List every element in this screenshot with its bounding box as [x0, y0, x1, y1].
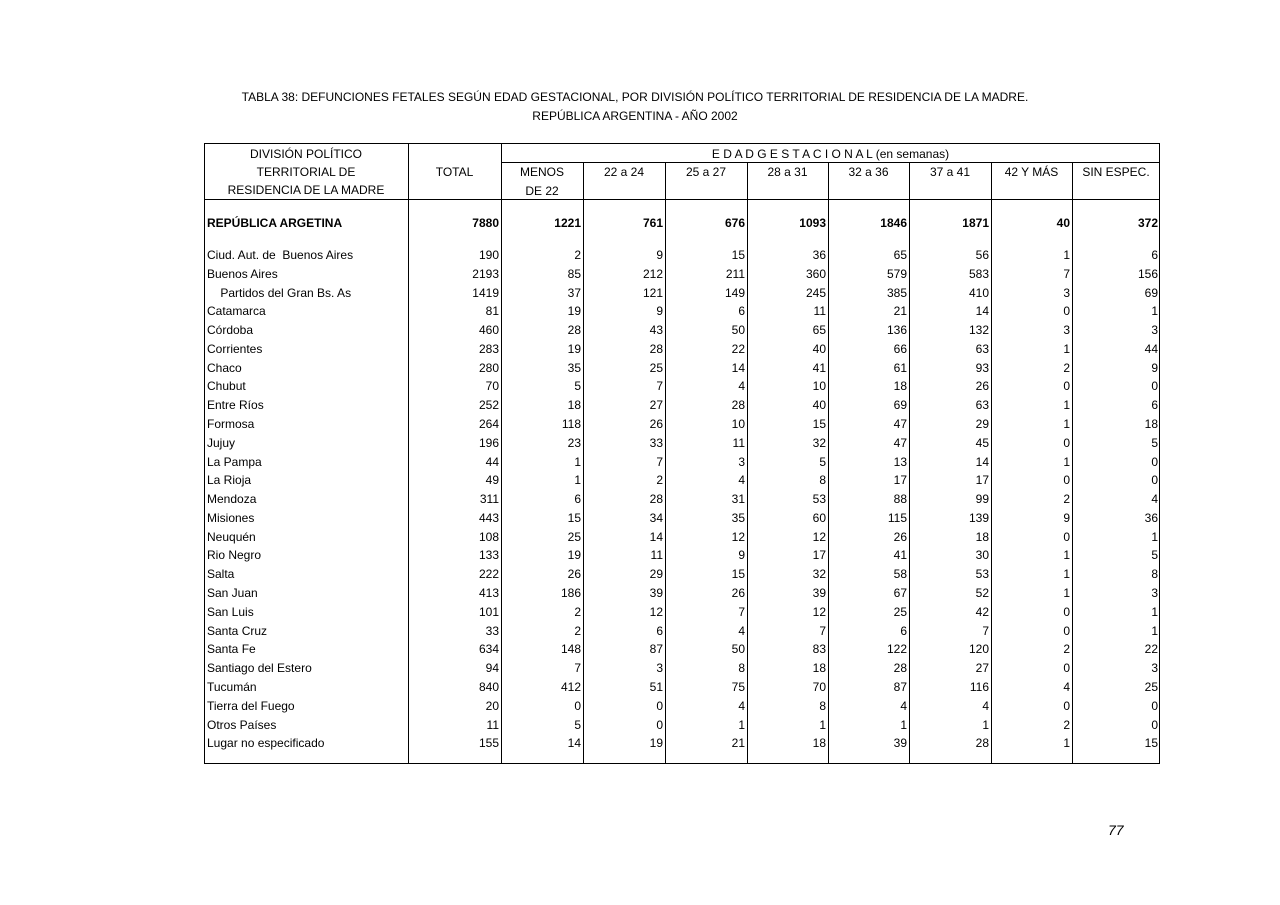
row-label: Buenos Aires [207, 266, 278, 281]
row-value: 1 [982, 717, 989, 732]
row-label: Otros Países [207, 717, 277, 732]
row-value: 15 [567, 510, 581, 525]
row-value: 15 [731, 567, 745, 582]
row-value: 23 [567, 435, 581, 450]
row-value: 26 [649, 417, 663, 432]
page-number: 77 [1108, 822, 1124, 838]
row-value: 40 [1056, 216, 1070, 230]
row-value: 19 [567, 548, 581, 563]
row-value: 12 [812, 529, 826, 544]
header-column: 25 a 27 [685, 165, 727, 179]
row-value: 0 [1063, 379, 1070, 394]
row-value: 1221 [554, 216, 581, 230]
row-value: 25 [649, 360, 663, 375]
row-value: 1871 [962, 216, 989, 230]
row-value: 11 [486, 717, 499, 732]
row-value: 120 [968, 642, 989, 657]
row-value: 676 [724, 216, 745, 230]
row-value: 0 [1151, 698, 1158, 713]
row-value: 6 [574, 492, 581, 507]
row-value: 69 [1144, 285, 1158, 300]
row-label: La Pampa [207, 454, 262, 469]
row-value: 133 [478, 548, 499, 563]
row-label: Rio Negro [207, 548, 262, 563]
row-value: 14 [731, 360, 745, 375]
row-label: Tucumán [207, 679, 257, 694]
row-value: 0 [1063, 435, 1070, 450]
row-value: 4 [900, 698, 907, 713]
row-value: 0 [1151, 717, 1158, 732]
row-value: 2 [1063, 642, 1070, 657]
row-value: 0 [1063, 304, 1070, 319]
row-value: 1 [1063, 341, 1070, 356]
row-value: 19 [567, 304, 581, 319]
row-value: 211 [725, 266, 745, 281]
row-value: 93 [975, 360, 989, 375]
row-value: 28 [649, 492, 663, 507]
row-value: 0 [1063, 623, 1070, 638]
row-value: 101 [478, 604, 499, 619]
row-label: Misiones [207, 510, 255, 525]
row-label: Ciud. Aut. de Buenos Aires [207, 248, 354, 262]
row-value: 4 [738, 623, 745, 638]
row-value: 18 [567, 398, 581, 413]
row-value: 634 [478, 642, 499, 657]
row-value: 6 [738, 304, 745, 319]
row-value: 155 [478, 736, 499, 751]
row-value: 20 [485, 698, 499, 713]
row-label: Partidos del Gran Bs. As [207, 285, 352, 300]
row-value: 0 [1063, 698, 1070, 713]
row-value: 25 [567, 529, 581, 544]
row-value: 66 [893, 341, 907, 356]
header-column: 28 a 31 [767, 165, 808, 179]
row-value: 42 [975, 604, 989, 619]
row-value: 5 [819, 454, 826, 469]
row-value: 413 [478, 586, 499, 601]
row-value: 45 [975, 435, 989, 450]
row-value: 18 [893, 379, 907, 394]
row-value: 1093 [799, 216, 826, 230]
header-column: 32 a 36 [848, 165, 889, 179]
row-value: 65 [893, 248, 907, 262]
row-label: Santa Fe [207, 642, 256, 657]
row-value: 88 [893, 492, 907, 507]
row-value: 761 [642, 216, 663, 230]
row-value: 53 [975, 567, 989, 582]
row-value: 2 [574, 248, 581, 262]
header-column: MENOS [519, 165, 564, 179]
row-value: 118 [561, 417, 581, 432]
row-value: 3 [1151, 586, 1158, 601]
row-value: 2 [1063, 717, 1070, 732]
row-value: 11 [813, 304, 826, 319]
row-label: Santa Cruz [207, 623, 268, 638]
row-value: 2 [574, 604, 581, 619]
row-value: 60 [812, 510, 826, 525]
row-value: 122 [886, 642, 907, 657]
row-value: 40 [812, 341, 826, 356]
header-column: 37 a 41 [929, 165, 971, 179]
row-divider [204, 199, 1160, 200]
row-value: 41 [812, 360, 826, 375]
row-value: 9 [1063, 510, 1070, 525]
row-value: 412 [560, 679, 581, 694]
row-value: 63 [975, 398, 989, 413]
row-value: 1 [819, 717, 826, 732]
row-value: 4 [982, 698, 989, 713]
header-column: 22 a 24 [603, 165, 645, 179]
row-value: 13 [893, 454, 907, 469]
row-value: 56 [975, 248, 989, 262]
row-value: 26 [731, 586, 745, 601]
row-value: 3 [1063, 323, 1070, 338]
row-value: 34 [649, 510, 663, 525]
row-label: REPÚBLICA ARGETINA [207, 216, 343, 230]
row-value: 1 [738, 717, 745, 732]
row-value: 410 [968, 285, 989, 300]
row-value: 28 [893, 661, 907, 676]
row-divider [501, 162, 1160, 163]
row-value: 25 [893, 604, 907, 619]
row-value: 0 [656, 698, 663, 713]
row-value: 1 [900, 717, 907, 732]
row-label: San Juan [207, 586, 258, 601]
row-value: 3 [1151, 661, 1158, 676]
row-value: 139 [968, 510, 989, 525]
row-value: 27 [649, 398, 663, 413]
row-value: 27 [975, 661, 989, 676]
row-value: 26 [975, 379, 989, 394]
row-value: 33 [649, 435, 663, 450]
row-value: 58 [893, 567, 907, 582]
row-value: 311 [479, 492, 499, 507]
row-value: 840 [478, 679, 499, 694]
row-value: 252 [478, 398, 499, 413]
row-value: 14 [649, 529, 663, 544]
row-value: 3 [656, 661, 663, 676]
row-value: 1 [1151, 529, 1158, 544]
row-value: 33 [485, 623, 499, 638]
row-value: 108 [478, 529, 499, 544]
row-value: 99 [975, 492, 989, 507]
row-value: 8 [819, 698, 826, 713]
row-value: 17 [812, 548, 826, 563]
row-value: 9 [656, 248, 663, 262]
row-label: Lugar no especificado [207, 736, 325, 751]
row-value: 61 [893, 360, 907, 375]
row-value: 3 [1151, 323, 1158, 338]
row-value: 18 [812, 736, 826, 751]
row-value: 35 [731, 510, 745, 525]
row-value: 15 [1144, 736, 1158, 751]
row-value: 44 [485, 454, 499, 469]
row-label: San Luis [207, 604, 254, 619]
header-division-line: DIVISIÓN POLÍTICO [249, 147, 363, 161]
row-value: 1 [1151, 623, 1158, 638]
row-label: Catamarca [207, 304, 266, 319]
row-value: 70 [485, 379, 499, 394]
row-value: 36 [812, 248, 826, 262]
row-value: 14 [567, 736, 581, 751]
row-value: 15 [731, 248, 745, 262]
row-value: 4 [738, 379, 745, 394]
row-value: 5 [574, 379, 581, 394]
row-label: Corrientes [207, 341, 263, 356]
row-value: 443 [478, 510, 499, 525]
row-value: 12 [812, 604, 826, 619]
row-value: 2193 [472, 266, 499, 281]
row-value: 67 [893, 586, 907, 601]
row-value: 26 [893, 529, 907, 544]
row-value: 31 [731, 492, 745, 507]
table-title: TABLA 38: DEFUNCIONES FETALES SEGÚN EDAD GESTACIONAL, POR DIVISIÓN POLÍTICO TERRITORIAL DE RESIDENCIA DE LA MADRE. [241, 90, 1029, 104]
row-value: 32 [812, 567, 826, 582]
header-division-line: RESIDENCIA DE LA MADRE [227, 183, 385, 197]
row-value: 385 [886, 285, 907, 300]
row-label: La Rioja [207, 473, 252, 488]
row-value: 7 [656, 454, 663, 469]
row-value: 11 [650, 548, 663, 563]
row-value: 7 [574, 661, 581, 676]
row-value: 5 [1151, 435, 1158, 450]
row-value: 39 [893, 736, 907, 751]
row-value: 1 [1063, 736, 1070, 751]
row-value: 7880 [472, 216, 499, 230]
row-value: 222 [478, 567, 499, 582]
row-value: 372 [1137, 216, 1158, 230]
row-value: 0 [1151, 454, 1158, 469]
row-value: 1 [1063, 398, 1070, 413]
row-value: 116 [969, 679, 989, 694]
row-value: 12 [731, 529, 745, 544]
row-value: 1846 [880, 216, 907, 230]
row-value: 43 [649, 323, 663, 338]
row-value: 22 [731, 341, 745, 356]
row-value: 0 [656, 717, 663, 732]
row-label: Córdoba [207, 323, 254, 338]
row-value: 186 [560, 586, 581, 601]
row-label: Jujuy [207, 435, 236, 450]
row-value: 81 [485, 304, 499, 319]
row-value: 1 [1063, 586, 1070, 601]
header-column: SIN ESPEC. [1082, 165, 1150, 179]
row-value: 9 [1151, 360, 1158, 375]
row-value: 136 [886, 323, 907, 338]
row-value: 9 [656, 304, 663, 319]
row-value: 0 [1151, 473, 1158, 488]
row-value: 35 [567, 360, 581, 375]
row-value: 49 [485, 473, 499, 488]
row-value: 17 [893, 473, 907, 488]
row-value: 47 [893, 435, 907, 450]
row-value: 1 [1063, 548, 1070, 563]
row-value: 18 [812, 661, 826, 676]
row-value: 283 [478, 341, 499, 356]
row-value: 29 [975, 417, 989, 432]
row-label: Entre Ríos [207, 398, 264, 413]
row-value: 4 [738, 473, 745, 488]
row-value: 1 [1151, 604, 1158, 619]
row-value: 29 [649, 567, 663, 582]
row-value: 21 [893, 304, 907, 319]
row-value: 9 [738, 548, 745, 563]
row-value: 11 [732, 435, 745, 450]
row-value: 264 [478, 417, 499, 432]
row-value: 19 [649, 736, 663, 751]
row-value: 0 [1063, 604, 1070, 619]
row-value: 14 [975, 304, 989, 319]
row-value: 47 [893, 417, 907, 432]
row-value: 53 [812, 492, 826, 507]
row-value: 40 [812, 398, 826, 413]
row-value: 132 [968, 323, 989, 338]
row-value: 280 [478, 360, 499, 375]
row-value: 4 [1063, 679, 1070, 694]
row-value: 6 [656, 623, 663, 638]
row-value: 63 [975, 341, 989, 356]
row-label: Santiago del Estero [207, 661, 312, 676]
header-total: TOTAL [435, 165, 474, 179]
row-value: 18 [1144, 417, 1158, 432]
row-value: 5 [1151, 548, 1158, 563]
row-label: Mendoza [207, 492, 257, 507]
row-value: 460 [478, 323, 499, 338]
row-value: 28 [567, 323, 581, 338]
row-value: 115 [887, 510, 907, 525]
row-value: 1 [1151, 304, 1158, 319]
row-value: 2 [1063, 360, 1070, 375]
row-value: 6 [900, 623, 907, 638]
row-value: 0 [1063, 661, 1070, 676]
row-value: 69 [893, 398, 907, 413]
row-value: 8 [819, 473, 826, 488]
row-value: 0 [1063, 473, 1070, 488]
row-value: 39 [812, 586, 826, 601]
row-value: 19 [567, 341, 581, 356]
row-value: 7 [982, 623, 989, 638]
row-value: 3 [1063, 285, 1070, 300]
row-value: 1 [1063, 454, 1070, 469]
row-label: Chubut [207, 379, 246, 394]
row-value: 6 [1151, 398, 1158, 413]
row-label: Chaco [207, 360, 242, 375]
row-value: 148 [560, 642, 581, 657]
row-label: Tierra del Fuego [207, 698, 295, 713]
row-value: 32 [812, 435, 826, 450]
row-value: 190 [478, 248, 499, 262]
row-value: 1 [574, 454, 581, 469]
row-value: 1 [1063, 248, 1070, 262]
row-value: 85 [567, 266, 581, 281]
row-value: 52 [975, 586, 989, 601]
row-value: 2 [656, 473, 663, 488]
row-value: 94 [485, 661, 499, 676]
row-value: 121 [642, 285, 663, 300]
row-value: 18 [975, 529, 989, 544]
row-value: 4 [1151, 492, 1158, 507]
row-value: 3 [738, 454, 745, 469]
row-value: 44 [1144, 341, 1158, 356]
row-value: 156 [1137, 266, 1158, 281]
row-value: 28 [731, 398, 745, 413]
row-label: Formosa [207, 417, 255, 432]
row-value: 5 [574, 717, 581, 732]
row-value: 70 [812, 679, 826, 694]
row-value: 196 [478, 435, 499, 450]
row-value: 7 [738, 604, 745, 619]
table-subtitle: REPÚBLICA ARGENTINA - AÑO 2002 [532, 109, 738, 123]
row-value: 51 [649, 679, 663, 694]
row-value: 12 [649, 604, 663, 619]
row-value: 2 [1063, 492, 1070, 507]
row-value: 21 [731, 736, 745, 751]
header-column-line2: DE 22 [525, 184, 559, 198]
row-value: 17 [975, 473, 989, 488]
row-value: 149 [724, 285, 745, 300]
row-value: 1 [1063, 417, 1070, 432]
row-value: 28 [975, 736, 989, 751]
row-value: 8 [1151, 567, 1158, 582]
row-value: 6 [1151, 248, 1158, 262]
row-value: 4 [738, 698, 745, 713]
header-division-line: TERRITORIAL DE [256, 165, 356, 179]
row-value: 87 [649, 642, 663, 657]
row-label: Salta [207, 567, 235, 582]
row-value: 28 [649, 341, 663, 356]
row-value: 10 [812, 379, 826, 394]
row-value: 83 [812, 642, 826, 657]
row-value: 360 [805, 266, 826, 281]
row-label: Neuquén [207, 529, 256, 544]
row-value: 1419 [472, 285, 499, 300]
row-value: 36 [1144, 510, 1158, 525]
row-value: 26 [567, 567, 581, 582]
row-value: 1 [1063, 567, 1070, 582]
row-value: 7 [819, 623, 826, 638]
row-value: 39 [649, 586, 663, 601]
row-value: 22 [1144, 642, 1158, 657]
row-value: 8 [738, 661, 745, 676]
header-edad-gestacional: E D A D G E S T A C I O N A L (en semanas) [711, 147, 950, 161]
row-value: 50 [731, 323, 745, 338]
row-value: 245 [805, 285, 826, 300]
row-value: 75 [731, 679, 745, 694]
row-value: 87 [893, 679, 907, 694]
row-value: 15 [812, 417, 826, 432]
row-value: 0 [1063, 529, 1070, 544]
header-column: 42 Y MÁS [1004, 165, 1059, 179]
row-value: 7 [656, 379, 663, 394]
row-value: 25 [1144, 679, 1158, 694]
row-value: 37 [567, 285, 581, 300]
row-value: 50 [731, 642, 745, 657]
row-value: 583 [968, 266, 989, 281]
row-value: 212 [642, 266, 663, 281]
row-value: 7 [1063, 266, 1070, 281]
row-value: 0 [574, 698, 581, 713]
row-value: 30 [975, 548, 989, 563]
row-value: 579 [886, 266, 907, 281]
row-value: 65 [812, 323, 826, 338]
row-value: 0 [1151, 379, 1158, 394]
row-value: 1 [574, 473, 581, 488]
row-value: 41 [893, 548, 907, 563]
row-value: 2 [574, 623, 581, 638]
row-value: 14 [975, 454, 989, 469]
row-value: 10 [731, 417, 745, 432]
